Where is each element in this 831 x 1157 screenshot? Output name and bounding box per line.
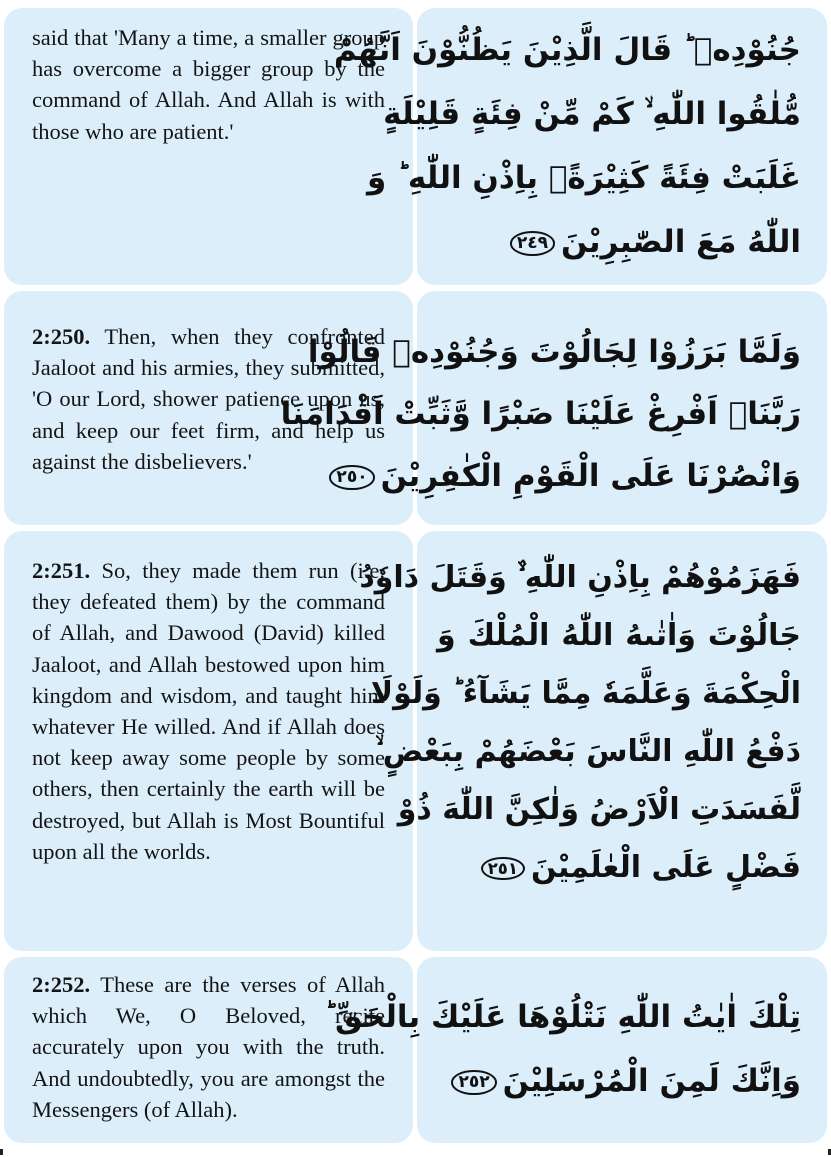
arabic-line: وَلَمَّا بَرَزُوْا لِجَالُوْتَ وَجُنُوْدِهٖ قَالُوْا	[307, 334, 801, 370]
verse-row-249	[4, 8, 827, 285]
verse-reference: 2:252.	[32, 972, 91, 997]
english-translation: So, they made them run (i.e. they defeated them) by the command of Allah, and Dawood (David) killed Jaaloot, and Allah bestowed upon him kingdom and wisdom, and taught him whatever He willed. And if Allah does not keep away some people by some others, then certainly the earth will be destroyed, but Allah is Most Bountiful upon all the worlds.	[32, 558, 385, 864]
arabic-line-final	[437, 839, 801, 897]
arabic-line: دَفْعُ اللّٰهِ النَّاسَ بَعْضَهُمْ بِبَعْضٍ ۙ	[375, 734, 801, 769]
arabic-text-cell	[359, 531, 827, 951]
arabic-line: اللّٰهُ مَعَ الصّٰبِرِيْنَ	[561, 224, 801, 260]
english-translation-cell	[4, 531, 413, 951]
arabic-line: تِلْكَ اٰيٰتُ اللّٰهِ نَتْلُوْهَا عَلَيْكَ بِالْحَقِّ ؕ	[324, 999, 801, 1035]
english-text	[32, 22, 385, 147]
arabic-line: جُنُوْدِهٖ ؕ قَالَ الَّذِيْنَ يَظُنُّوْنَ اَنَّهُمْ	[333, 32, 801, 68]
arabic-line: جَالُوْتَ وَاٰتٰىهُ اللّٰهُ الْمُلْكَ وَ	[437, 618, 801, 653]
arabic-line: الْحِكْمَةَ وَعَلَّمَهٗ مِمَّا يَشَآءُ ؕ وَلَوْلَا	[370, 676, 801, 711]
ayah-number-marker: ٢٥٢	[451, 1070, 496, 1094]
arabic-text-cell	[324, 957, 827, 1143]
arabic-line: رَبَّنَاۤ اَفْرِغْ عَلَيْنَا صَبْرًا وَّثَبِّتْ اَقْدَامَنَا	[280, 396, 801, 432]
ayah-number-marker: ٢٥٠	[329, 465, 374, 489]
english-text	[32, 555, 385, 867]
verse-row-251	[4, 531, 827, 951]
arabic-line: مُّلٰقُوا اللّٰهِ ۙ كَمْ مِّنْ فِئَةٍ قَلِيْلَةٍ	[383, 96, 801, 132]
arabic-line: فَضْلٍ عَلَى الْعٰلَمِيْنَ	[530, 850, 801, 885]
arabic-line-final	[437, 1049, 801, 1113]
ayah-number-marker: ٢٤٩	[510, 231, 555, 255]
english-translation: said that 'Many a time, a smaller group has overcome a bigger group by the command of Allah. And Allah is with those who are patient.'	[32, 25, 385, 144]
verse-row-250	[4, 291, 827, 525]
arabic-line: فَهَزَمُوْهُمْ بِاِذْنِ اللّٰهِ ۙ۫ وَقَتَلَ دَاوٗدُ	[359, 560, 801, 595]
ayah-number-marker: ٢٥١	[481, 857, 525, 881]
english-translation: Then, when they confronted Jaaloot and his armies, they submitted, 'O our Lord, shower patience upon us, and keep our feet firm, and help us against the disbelievers.'	[32, 324, 385, 474]
arabic-line: غَلَبَتْ فِئَةً كَثِيْرَةًۢ بِاِذْنِ اللّٰهِ ؕ وَ	[367, 160, 801, 196]
arabic-line-final	[437, 210, 801, 274]
arabic-line: وَانْصُرْنَا عَلَى الْقَوْمِ الْكٰفِرِيْنَ	[380, 458, 801, 494]
arabic-text-cell	[280, 291, 827, 525]
arabic-line-final	[336, 445, 801, 507]
arabic-line: لَّفَسَدَتِ الْاَرْضُ وَلٰكِنَّ اللّٰهَ ذُوْ	[397, 792, 801, 827]
english-translation: These are the verses of Allah which We, O Beloved, recite accurately upon you with the truth. And undoubtedly, you are amongst the Messengers (of Allah).	[32, 972, 385, 1122]
arabic-line: وَاِنَّكَ لَمِنَ الْمُرْسَلِيْنَ	[502, 1063, 801, 1099]
verse-reference: 2:250.	[32, 324, 91, 349]
arabic-text-cell	[333, 8, 827, 285]
page-edge-mark	[0, 1149, 3, 1155]
verse-reference: 2:251.	[32, 558, 91, 583]
verse-row-252	[4, 957, 827, 1143]
